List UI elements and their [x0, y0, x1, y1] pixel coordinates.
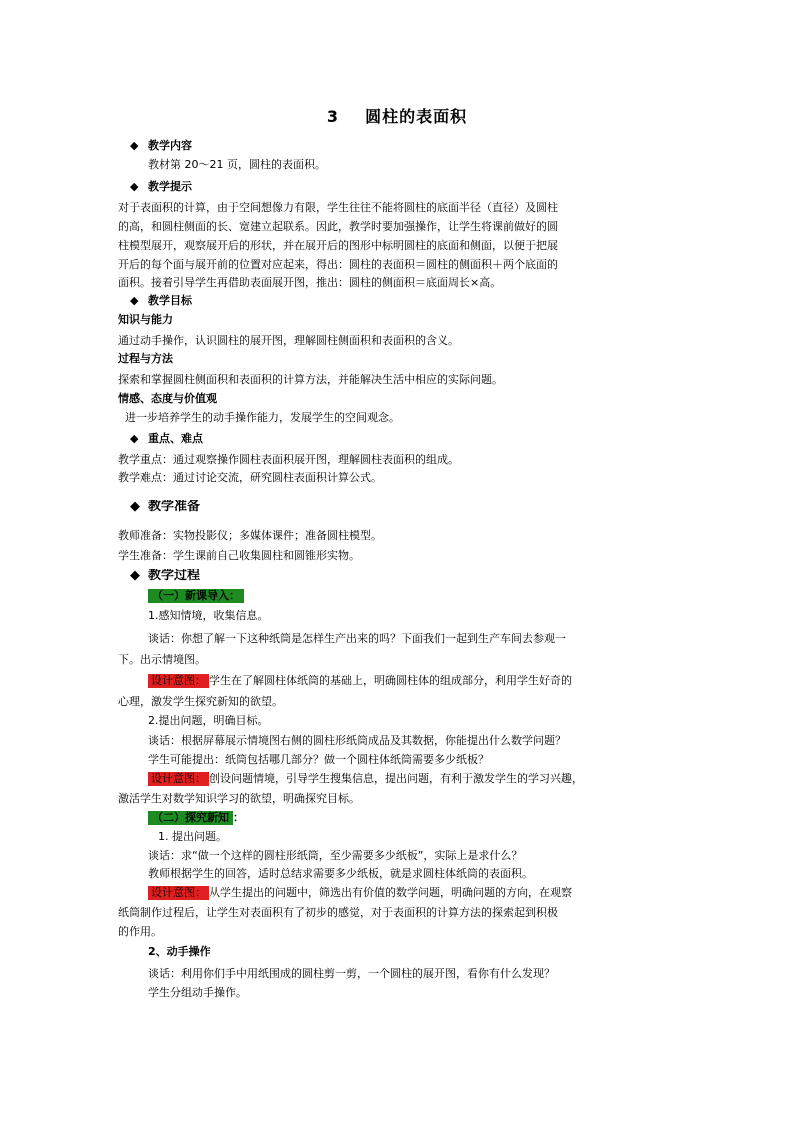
talk-3b: 教师根据学生的回答，适时总结求需要多少纸板，就是求圆柱体纸筒的表面积。	[148, 867, 533, 880]
hint-line: 面积。接着引导学生再借助表面展开图，推出：圆柱的侧面积＝底面周长×高。	[118, 276, 502, 289]
design-tag: 设计意图：	[148, 772, 209, 786]
heading-content: ◆ 教学内容	[130, 139, 192, 152]
design-3a: 设计意图： 从学生提出的问题中，筛选出有价值的数学问题，明确问题的方向，在观察	[148, 886, 708, 900]
talk-2b: 学生可能提出：纸筒包括哪几部分？做一个圆柱体纸筒需要多少纸板？	[148, 753, 489, 766]
design-1b: 心理，激发学生探究新知的欲望。	[118, 695, 283, 708]
goal-1-title: 知识与能力	[118, 313, 173, 326]
part2-row: （二）探究新知 ：	[148, 811, 708, 825]
difficulty-text: 教学难点：通过讨论交流，研究圆柱表面积计算公式。	[118, 471, 382, 484]
prep-student: 学生准备：学生课前自己收集圆柱和圆锥形实物。	[118, 549, 360, 562]
design-tag: 设计意图：	[148, 674, 209, 688]
goal-2-text: 探索和掌握圆柱侧面积和表面积的计算方法，并能解决生活中相应的实际问题。	[118, 373, 503, 386]
content-text: 教材第 20～21 页，圆柱的表面积。	[148, 158, 326, 171]
part1-row	[148, 589, 708, 603]
goal-1-text: 通过动手操作，认识圆柱的展开图，理解圆柱侧面积和表面积的含义。	[118, 334, 459, 347]
prep-teacher: 教师准备：实物投影仪；多媒体课件；准备圆柱模型。	[118, 529, 382, 542]
heading-goal: ◆ 教学目标	[130, 294, 192, 307]
heading-prep: ◆ 教学准备	[130, 500, 201, 514]
part2-tag: （二）探究新知	[148, 811, 233, 825]
diamond-icon: ◆	[130, 500, 140, 514]
step-2: 2.提出问题，明确目标。	[148, 714, 269, 727]
step-3: 1. 提出问题。	[158, 830, 227, 843]
hint-line: 的高，和圆柱侧面的长、宽建立起联系。因此，教学时要加强操作，让学生将课前做好的圆	[118, 220, 558, 233]
diamond-icon: ◆	[130, 294, 139, 307]
step-4: 2、动手操作	[148, 945, 211, 958]
design-1a: 设计意图： 学生在了解圆柱体纸筒的基础上，明确圆柱体的组成部分，利用学生好奇的	[148, 674, 708, 688]
hint-line: 对于表面积的计算，由于空间想像力有限，学生往往不能将圆柱的底面半径（直径）及圆柱	[118, 201, 558, 214]
design-3c: 的作用。	[118, 925, 162, 938]
design-2b: 激活学生对数学知识学习的欲望，明确探究目标。	[118, 792, 360, 805]
hint-line: 柱模型展开，观察展开后的形状，并在展开后的图形中标明圆柱的底面和侧面，以便于把展	[118, 239, 558, 252]
step-1: 1.感知情境，收集信息。	[148, 609, 269, 622]
title-number: 3	[326, 107, 340, 126]
diamond-icon: ◆	[130, 180, 139, 193]
design-2a: 设计意图： 创设问题情境，引导学生搜集信息，提出问题，有利于激发学生的学习兴趣，	[148, 772, 693, 786]
talk-2: 谈话：根据屏幕展示情境图右侧的圆柱形纸筒成品及其数据，你能提出什么数学问题？	[148, 734, 566, 747]
title-text: 圆柱的表面积	[365, 107, 468, 126]
diamond-icon: ◆	[130, 139, 139, 152]
heading-process: ◆ 教学过程	[130, 569, 201, 583]
diamond-icon: ◆	[130, 432, 139, 445]
goal-3-title: 情感、态度与价值观	[118, 392, 217, 405]
talk-1b: 下。出示情境图。	[118, 653, 206, 666]
hint-line: 开后的每个面与展开前的位置对应起来，得出：圆柱的表面积＝圆柱的侧面积＋两个底面的	[118, 258, 558, 271]
talk-1a: 谈话：你想了解一下这种纸筒是怎样生产出来的吗？下面我们一起到生产车间去参观一	[148, 632, 566, 645]
design-3b: 纸筒制作过程后，让学生对表面积有了初步的感觉，对于表面积的计算方法的探索起到积极	[118, 906, 558, 919]
heading-key: ◆ 重点、难点	[130, 432, 203, 445]
diamond-icon: ◆	[130, 569, 140, 583]
talk-4b: 学生分组动手操作。	[148, 986, 247, 999]
key-text: 教学重点：通过观察操作圆柱表面积展开图，理解圆柱表面积的组成。	[118, 453, 459, 466]
goal-3-text: 进一步培养学生的动手操作能力，发展学生的空间观念。	[125, 411, 400, 424]
design-tag: 设计意图：	[148, 886, 209, 900]
talk-3: 谈话：求“做一个这样的圆柱形纸筒，至少需要多少纸板”，实际上是求什么？	[148, 849, 523, 862]
goal-2-title: 过程与方法	[118, 352, 173, 365]
page-title	[0, 104, 794, 127]
talk-4: 谈话：利用你们手中用纸围成的圆柱剪一剪，一个圆柱的展开图，看你有什么发现？	[148, 967, 555, 980]
part1-tag: （一）新课导入：	[148, 589, 244, 603]
heading-hint: ◆ 教学提示	[130, 180, 192, 193]
